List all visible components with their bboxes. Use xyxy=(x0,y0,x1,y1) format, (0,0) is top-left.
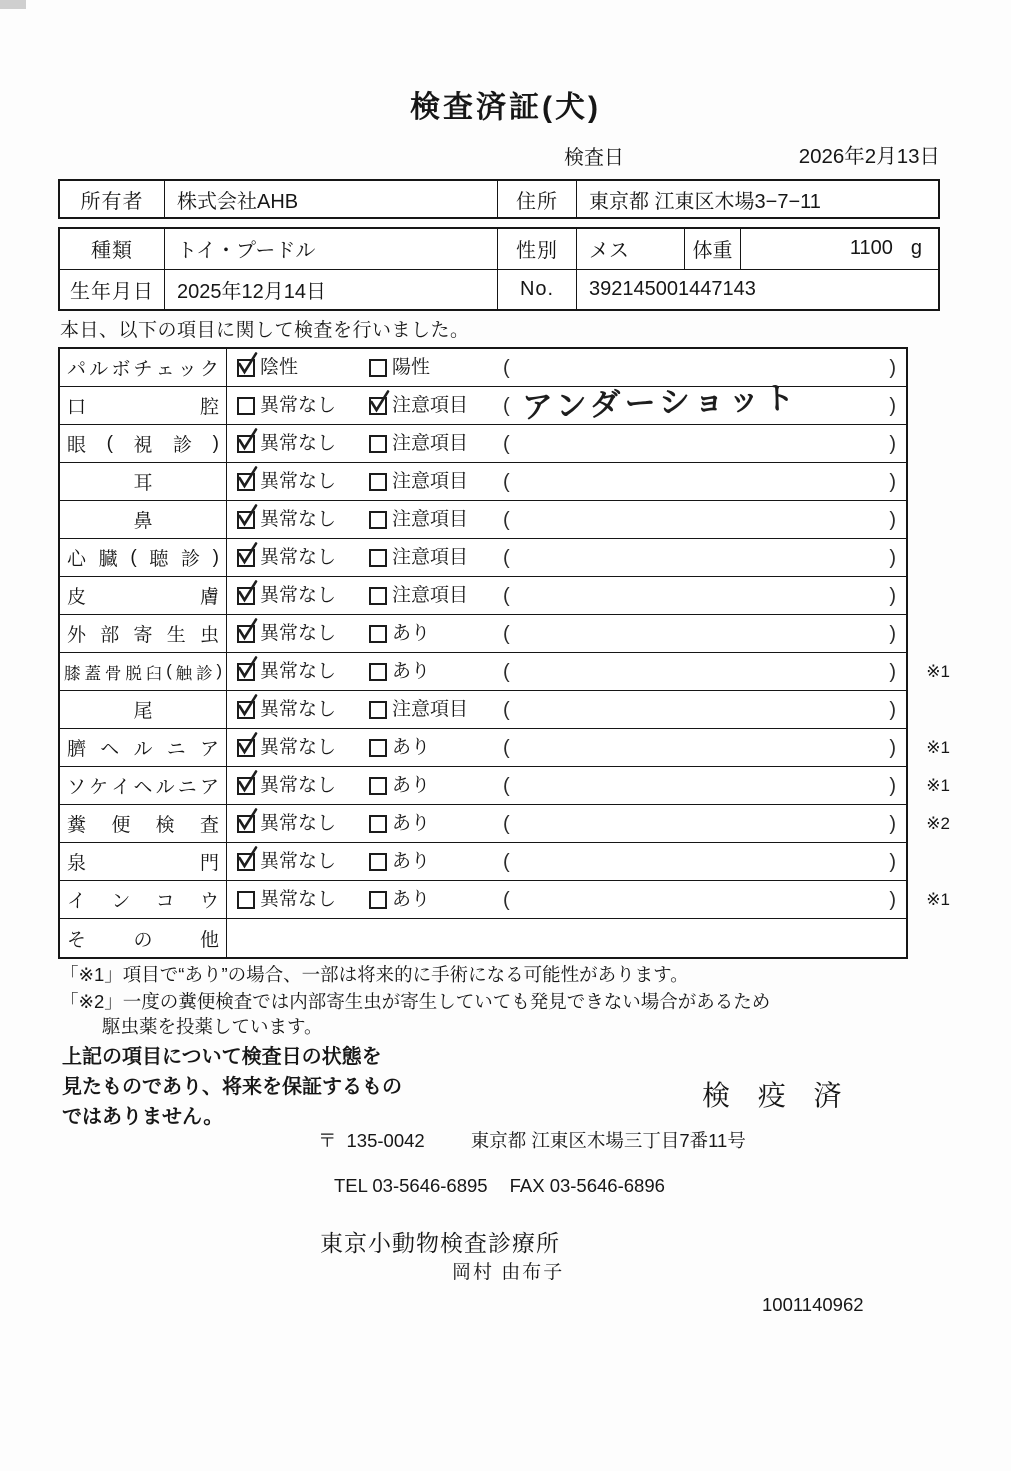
checklist-row xyxy=(60,919,906,957)
checklist-row xyxy=(60,380,906,426)
checklist-row xyxy=(60,805,950,843)
option-label: 注意項目 xyxy=(392,699,469,720)
paren-close: ) xyxy=(889,623,896,645)
option-label: あり xyxy=(392,851,431,872)
serial-number: 1001140962 xyxy=(762,1294,864,1315)
option-label: 異常なし xyxy=(260,509,337,530)
weight-unit: g xyxy=(910,237,922,260)
checkbox-icon xyxy=(369,473,387,491)
option-label: 異常なし xyxy=(260,813,337,834)
option-label: あり xyxy=(392,661,431,682)
note-ref2-line1: 「※2」一度の糞便検査では内部寄生虫が寄生していても発見できない場合があるため xyxy=(60,991,771,1012)
handwritten-note: アンダーショット xyxy=(521,380,799,426)
row-content xyxy=(227,767,906,804)
checkbox-icon xyxy=(369,739,387,757)
checklist-row xyxy=(60,729,950,767)
fax-number: FAX 03-5646-6896 xyxy=(509,1175,665,1196)
clinic-name: 東京小動物検査診療所 xyxy=(320,1230,560,1256)
checkbox-icon xyxy=(369,359,387,377)
option-label: 異常なし xyxy=(260,585,337,606)
checkbox-checked-icon xyxy=(237,511,255,529)
checkbox-checked-icon xyxy=(237,473,255,491)
row-content xyxy=(227,691,906,728)
option-label: 異常なし xyxy=(260,471,337,492)
number-value: 392145001447143 xyxy=(589,277,756,300)
checkbox-icon xyxy=(369,663,387,681)
paren-open: ( xyxy=(503,661,510,683)
owner-label: 所有者 xyxy=(60,181,165,217)
row-label: そ の 他 xyxy=(60,919,227,957)
reference-mark: ※1 xyxy=(926,662,950,681)
paren-close: ) xyxy=(889,585,896,607)
row-label: 眼 ( 視 診 ) xyxy=(60,425,227,462)
checkbox-checked-icon xyxy=(237,777,255,795)
checkbox-icon xyxy=(369,701,387,719)
checkbox-checked-icon xyxy=(237,739,255,757)
option-label: あり xyxy=(392,623,431,644)
birthdate-label: 生年月日 xyxy=(60,270,165,310)
weight-label: 体重 xyxy=(685,229,741,269)
option-label: 注意項目 xyxy=(392,433,469,454)
owner-table xyxy=(58,179,940,219)
paren-open: ( xyxy=(503,851,510,873)
paren-close: ) xyxy=(889,775,896,797)
disclaimer-line1: 上記の項目について検査日の状態を xyxy=(62,1046,382,1068)
reference-mark: ※1 xyxy=(926,776,950,795)
paren-open: ( xyxy=(503,585,510,607)
row-label: 耳 xyxy=(60,463,227,500)
checklist-row xyxy=(60,425,906,463)
row-content xyxy=(227,501,906,538)
row-content xyxy=(227,653,906,690)
postal-mark: 〒 xyxy=(318,1130,337,1151)
row-content xyxy=(227,463,906,500)
checkbox-icon xyxy=(369,435,387,453)
paren-open: ( xyxy=(503,471,510,493)
paren-open: ( xyxy=(503,699,510,721)
sex-label: 性別 xyxy=(498,229,577,269)
option-label: あり xyxy=(392,813,431,834)
paren-close: ) xyxy=(889,851,896,873)
check-mark-icon xyxy=(235,618,259,642)
paren-open: ( xyxy=(503,737,510,759)
check-mark-icon xyxy=(235,580,259,604)
paren-close: ) xyxy=(889,433,896,455)
checklist-row xyxy=(60,843,906,881)
exam-date-label: 検査日 xyxy=(564,147,624,169)
option-label: 異常なし xyxy=(260,737,337,758)
row-label: 心 臓 ( 聴 診 ) xyxy=(60,539,227,576)
row-content xyxy=(227,729,906,766)
postal-address-line xyxy=(318,1127,746,1153)
paren-open: ( xyxy=(503,547,510,569)
checklist-intro: 本日、以下の項目に関して検査を行いました。 xyxy=(60,320,470,341)
checklist-row xyxy=(60,653,950,691)
checkbox-icon xyxy=(369,511,387,529)
checkbox-icon xyxy=(369,815,387,833)
paren-open: ( xyxy=(503,813,510,835)
check-mark-icon xyxy=(235,504,259,528)
option-label: 異常なし xyxy=(260,889,337,910)
paren-close: ) xyxy=(889,737,896,759)
clinic-address: 東京都 江東区木場三丁目7番11号 xyxy=(470,1130,746,1151)
checkbox-icon xyxy=(369,891,387,909)
option-label: 異常なし xyxy=(260,433,337,454)
check-mark-icon xyxy=(235,428,259,452)
checkbox-icon xyxy=(369,853,387,871)
row-label: イ ン コ ウ xyxy=(60,881,227,918)
checklist-row xyxy=(60,881,950,919)
row-content xyxy=(227,881,906,918)
option-label: 注意項目 xyxy=(392,471,469,492)
note-ref1: 「※1」項目で“あり”の場合、一部は将来的に手術になる可能性があります。 xyxy=(60,964,689,985)
paren-open: ( xyxy=(503,623,510,645)
address-label: 住所 xyxy=(498,181,577,217)
paren-close: ) xyxy=(889,509,896,531)
paren-close: ) xyxy=(889,395,896,417)
check-mark-icon xyxy=(235,732,259,756)
checkbox-checked-icon xyxy=(237,359,255,377)
row-content xyxy=(227,615,906,652)
disclaimer-text xyxy=(62,1042,402,1132)
option-label: 異常なし xyxy=(260,623,337,644)
row-label: 鼻 xyxy=(60,501,227,538)
option-label: 異常なし xyxy=(260,395,337,416)
checklist-table xyxy=(58,347,950,959)
tel-number: TEL 03-5646-6895 xyxy=(334,1175,488,1196)
scan-artifact xyxy=(0,0,26,9)
row-content xyxy=(227,380,906,426)
option-label: 注意項目 xyxy=(392,585,469,606)
row-label: 泉 門 xyxy=(60,843,227,880)
paren-close: ) xyxy=(889,699,896,721)
check-mark-icon xyxy=(235,694,259,718)
check-mark-icon xyxy=(235,466,259,490)
reference-mark: ※1 xyxy=(926,890,950,909)
checklist-row xyxy=(60,767,950,805)
option-label: 陰性 xyxy=(260,357,299,378)
checkbox-icon xyxy=(237,397,255,415)
row-content xyxy=(227,805,906,842)
paren-open: ( xyxy=(503,395,510,417)
row-content xyxy=(227,577,906,614)
paren-open: ( xyxy=(503,433,510,455)
quarantine-stamp: 検 疫 済 xyxy=(702,1080,852,1111)
row-content xyxy=(227,843,906,880)
checkbox-checked-icon xyxy=(237,587,255,605)
check-mark-icon xyxy=(235,846,259,870)
checkbox-checked-icon xyxy=(237,663,255,681)
check-mark-icon xyxy=(235,808,259,832)
checkbox-icon xyxy=(369,777,387,795)
paren-close: ) xyxy=(889,471,896,493)
page-title: 検査済証(犬) xyxy=(410,91,601,124)
option-label: あり xyxy=(392,737,431,758)
paren-close: ) xyxy=(889,357,896,379)
checklist-row xyxy=(60,539,906,577)
breed-label: 種類 xyxy=(60,229,165,269)
checkbox-icon xyxy=(237,891,255,909)
checkbox-checked-icon xyxy=(237,853,255,871)
row-content xyxy=(227,919,906,957)
row-label: 皮 膚 xyxy=(60,577,227,614)
option-label: あり xyxy=(392,775,431,796)
row-label: 口 腔 xyxy=(60,387,227,424)
disclaimer-line3: ではありません。 xyxy=(62,1106,224,1128)
checkbox-icon xyxy=(369,625,387,643)
row-label: 臍 ヘ ル ニ ア xyxy=(60,729,227,766)
option-label: 陽性 xyxy=(392,357,431,378)
option-label: 注意項目 xyxy=(392,547,469,568)
checkbox-checked-icon xyxy=(237,435,255,453)
row-content xyxy=(227,539,906,576)
checkbox-checked-icon xyxy=(237,625,255,643)
option-label: あり xyxy=(392,889,431,910)
paren-close: ) xyxy=(889,813,896,835)
option-label: 異常なし xyxy=(260,661,337,682)
option-label: 異常なし xyxy=(260,699,337,720)
paren-close: ) xyxy=(889,547,896,569)
disclaimer-line2: 見たものであり、将来を保証するもの xyxy=(62,1076,402,1098)
paren-open: ( xyxy=(503,775,510,797)
row-label: 外 部 寄 生 虫 xyxy=(60,615,227,652)
number-label: No. xyxy=(498,270,577,310)
row-label: 糞 便 検 査 xyxy=(60,805,227,842)
paren-open: ( xyxy=(503,889,510,911)
checklist-row xyxy=(60,463,906,501)
option-label: 異常なし xyxy=(260,775,337,796)
option-label: 異常なし xyxy=(260,547,337,568)
checklist-row xyxy=(60,501,906,539)
checkbox-checked-icon xyxy=(237,549,255,567)
row-label: パ ル ボ チ ェ ッ ク xyxy=(60,349,227,386)
checklist-row xyxy=(60,691,906,729)
check-mark-icon xyxy=(235,656,259,680)
row-label: 膝 蓋 骨 脱 臼 ( 触 診 ) xyxy=(60,653,227,690)
note-ref2-line2: 駆虫薬を投薬しています。 xyxy=(102,1016,323,1037)
examiner-name: 岡村 由布子 xyxy=(452,1262,565,1283)
checklist-row xyxy=(60,615,906,653)
checkbox-checked-icon xyxy=(237,815,255,833)
sex-value: メス xyxy=(577,229,685,269)
checklist-row xyxy=(60,577,906,615)
checkbox-checked-icon xyxy=(237,701,255,719)
checkbox-icon xyxy=(369,587,387,605)
check-mark-icon xyxy=(235,352,259,376)
paren-open: ( xyxy=(503,357,510,379)
reference-mark: ※1 xyxy=(926,738,950,757)
birthdate-value: 2025年12月14日 xyxy=(165,270,498,310)
postal-code: 135-0042 xyxy=(346,1130,425,1151)
option-label: 注意項目 xyxy=(392,509,469,530)
pet-table xyxy=(58,227,940,311)
tel-fax-line xyxy=(334,1175,665,1197)
weight-value xyxy=(741,229,938,269)
row-label: 尾 xyxy=(60,691,227,728)
row-content xyxy=(227,425,906,462)
paren-close: ) xyxy=(889,661,896,683)
checkbox-icon xyxy=(369,549,387,567)
check-mark-icon xyxy=(235,542,259,566)
weight-number: 1100 xyxy=(849,237,893,260)
owner-address: 東京都 江東区木場3−7−11 xyxy=(589,190,821,213)
breed-value: トイ・プードル xyxy=(165,229,498,269)
check-mark-icon xyxy=(235,770,259,794)
paren-close: ) xyxy=(889,889,896,911)
checkbox-checked-icon xyxy=(369,397,387,415)
paren-open: ( xyxy=(503,509,510,531)
reference-mark: ※2 xyxy=(926,814,950,833)
exam-date-value: 2026年2月13日 xyxy=(798,145,940,168)
row-label: ソ ケ イ ヘ ル ニ ア xyxy=(60,767,227,804)
check-mark-icon xyxy=(367,390,391,414)
option-label: 異常なし xyxy=(260,851,337,872)
owner-name: 株式会社AHB xyxy=(165,181,498,217)
option-label: 注意項目 xyxy=(392,395,469,416)
